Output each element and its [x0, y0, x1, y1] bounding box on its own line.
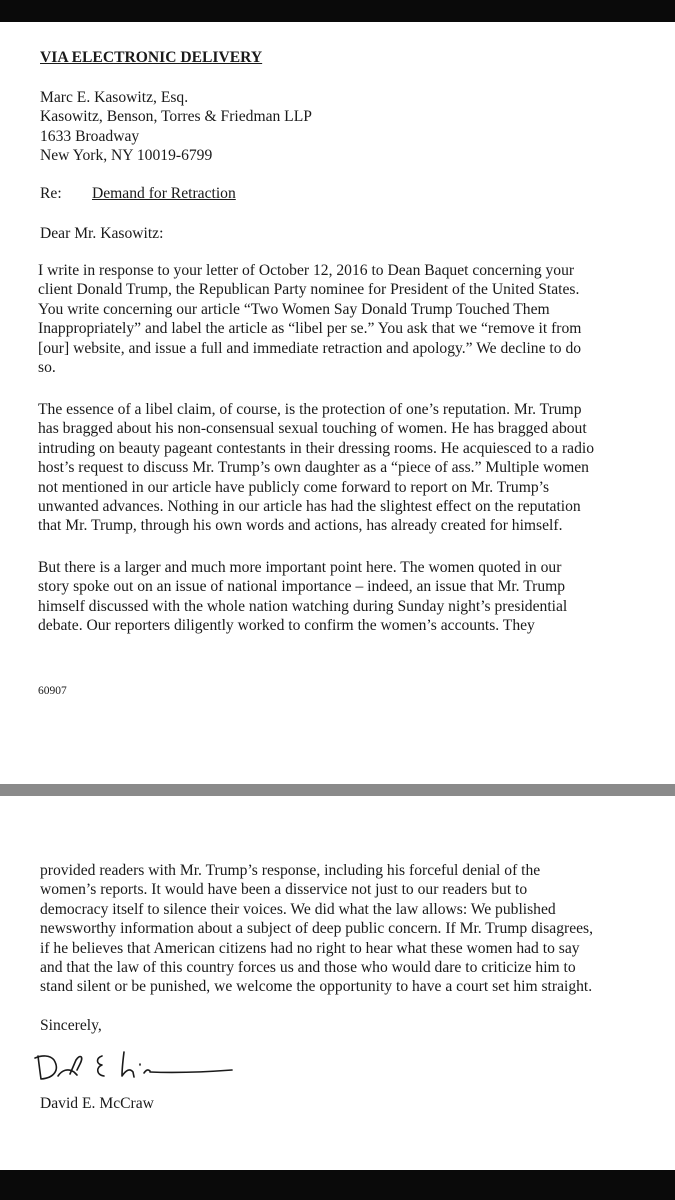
- text-line: You write concerning our article “Two Women Say Donald Trump Touched Them: [38, 300, 550, 318]
- text-line: host’s request to discuss Mr. Trump’s own daughter as a “piece of ass.” Multiple women: [38, 459, 589, 477]
- paragraph-1: [38, 261, 581, 377]
- handwritten-signature: [30, 1046, 240, 1084]
- text-line: women’s reports. It would have been a disservice not just to our readers but to: [40, 881, 528, 899]
- recipient-line: New York, NY 10019-6799: [40, 147, 213, 165]
- text-line: provided readers with Mr. Trump’s response, including his forceful denial of the: [40, 862, 541, 879]
- page-divider: [0, 784, 675, 796]
- text-line: The essence of a libel claim, of course, is the protection of one’s reputation. Mr. Trump: [38, 401, 582, 418]
- delivery-header: VIA ELECTRONIC DELIVERY: [40, 49, 263, 66]
- page-code: 60907: [38, 685, 67, 697]
- text-line: that Mr. Trump, through his own words and actions, has already created for himself.: [38, 517, 563, 535]
- text-line: Inappropriately” and label the article as “libel per se.” You ask that we “remove it from: [38, 320, 582, 338]
- text-line: client Donald Trump, the Republican Party nominee for President of the United States.: [38, 281, 580, 299]
- text-line: I write in response to your letter of October 12, 2016 to Dean Baquet concerning your: [38, 262, 575, 279]
- text-line: not mentioned in our article have publicly come forward to report on Mr. Trump’s: [38, 478, 550, 496]
- text-line: and that the law of this country forces us and those who would dare to criticize him to: [40, 958, 576, 976]
- text-line: newsworthy information about a subject of deep public concern. If Mr. Trump disagrees,: [40, 920, 594, 938]
- closing: Sincerely,: [40, 1017, 102, 1034]
- text-line: story spoke out on an issue of national importance – indeed, an issue that Mr. Trump: [38, 578, 566, 596]
- top-black-bar: [0, 0, 675, 22]
- text-line: himself discussed with the whole nation watching during Sunday night’s presidential: [38, 597, 568, 615]
- text-line: But there is a larger and much more important point here. The women quoted in our: [38, 559, 562, 576]
- paragraph-3: [38, 558, 567, 636]
- recipient-line: Kasowitz, Benson, Torres & Friedman LLP: [40, 108, 312, 126]
- text-line: if he believes that American citizens had no right to hear what these women had to say: [40, 939, 580, 957]
- recipient-address: [40, 88, 312, 166]
- signer-name: David E. McCraw: [40, 1095, 154, 1112]
- text-line: has bragged about his non-consensual sexual touching of women. He has bragged about: [38, 420, 587, 438]
- paragraph-4: [40, 861, 593, 997]
- text-line: debate. Our reporters diligently worked to confirm the women’s accounts. They: [38, 617, 535, 635]
- text-line: intruding on beauty pageant contestants in their dressing rooms. He acquiesced to a radio: [38, 439, 595, 457]
- text-line: stand silent or be punished, we welcome the opportunity to have a court set him straight.: [40, 978, 593, 996]
- text-line: democracy itself to silence their voices. We did what the law allows: We published: [40, 900, 556, 918]
- recipient-line: Marc E. Kasowitz, Esq.: [40, 89, 189, 106]
- bottom-black-bar: [0, 1170, 675, 1200]
- re-label: Re:: [40, 185, 62, 202]
- recipient-line: 1633 Broadway: [40, 127, 140, 145]
- text-line: unwanted advances. Nothing in our article has had the slightest effect on the reputation: [38, 497, 581, 515]
- text-line: [our] website, and issue a full and immediate retraction and apology.” We decline to do: [38, 339, 582, 357]
- paragraph-2: [38, 400, 594, 536]
- salutation: Dear Mr. Kasowitz:: [40, 225, 164, 242]
- re-subject: Demand for Retraction: [92, 185, 236, 202]
- text-line: so.: [38, 358, 56, 376]
